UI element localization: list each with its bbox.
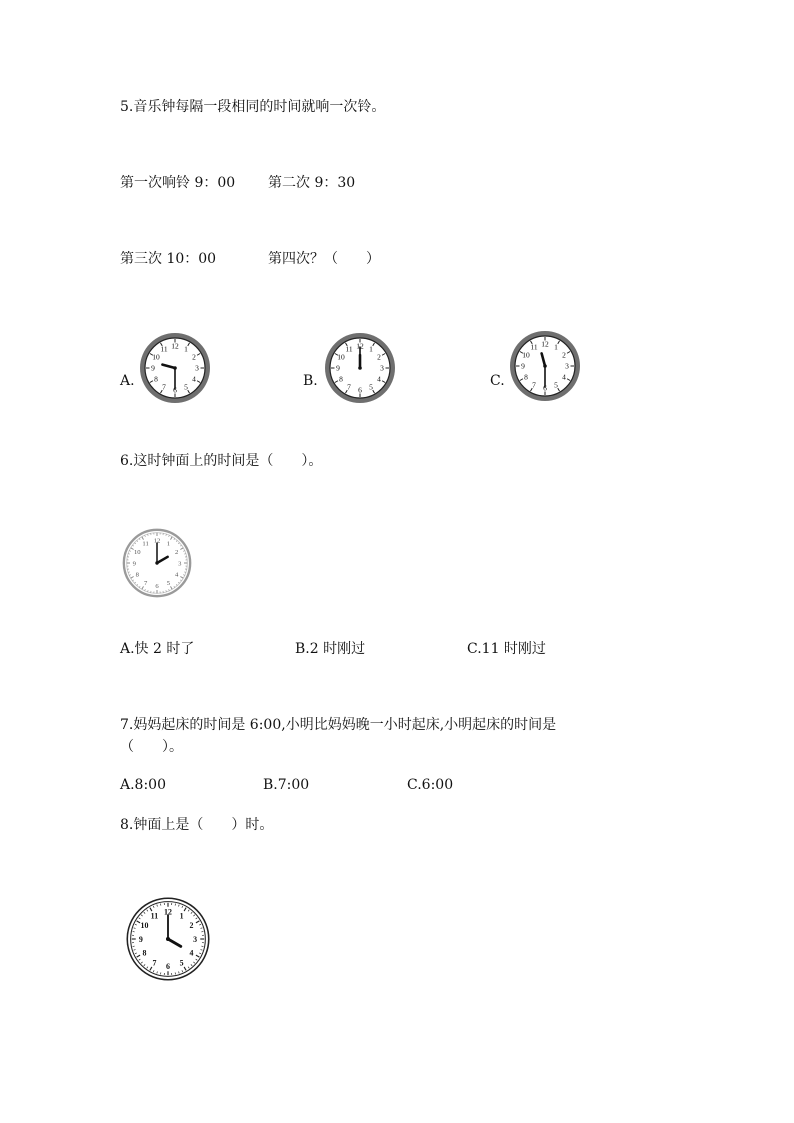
q8-stem: 8.钟面上是（ ）时。	[120, 817, 274, 833]
q6-clock-icon	[121, 527, 193, 599]
clock-numeral: 8	[524, 372, 528, 382]
clock-numeral: 11	[142, 540, 149, 548]
clock-numeral: 6	[155, 583, 159, 591]
clock-numeral: 7	[162, 382, 166, 392]
q6-option-c: C.11 时刚过	[467, 641, 546, 657]
clock-numeral: 2	[175, 548, 179, 556]
clock-numeral: 2	[192, 352, 196, 362]
clock-numeral: 3	[565, 361, 569, 371]
clock-numeral: 9	[132, 560, 136, 568]
clock-numeral: 12	[153, 537, 161, 545]
q7-stem-line2: （ ）。	[120, 739, 183, 755]
clock-numeral: 6	[543, 383, 547, 393]
clock-numeral: 5	[179, 958, 184, 968]
clock-numeral: 12	[171, 341, 179, 351]
clock-numeral: 4	[377, 374, 381, 384]
q6-stem: 6.这时钟面上的时间是（ ）。	[120, 453, 323, 469]
clock-numeral: 7	[532, 380, 536, 390]
clock-numeral: 2	[189, 921, 194, 931]
q5-ring-4: 第四次？（ ）	[268, 251, 380, 267]
q5-option-a-label: A.	[120, 373, 135, 389]
clock-numeral: 1	[554, 342, 558, 352]
clock-numeral: 5	[166, 580, 171, 588]
clock-numeral: 5	[184, 382, 188, 392]
clock-numeral: 2	[377, 352, 381, 362]
q7-stem-line1: 7.妈妈起床的时间是 6:00,小明比妈妈晚一小时起床,小明起床的时间是	[120, 717, 557, 733]
clock-numeral: 6	[173, 385, 177, 395]
q5-option-b-clock-icon	[322, 330, 398, 406]
clock-numeral: 4	[562, 372, 566, 382]
clock-numeral: 11	[345, 344, 353, 354]
clock-numeral: 9	[336, 363, 340, 373]
clock-numeral: 4	[175, 571, 179, 579]
clock-numeral: 5	[554, 380, 558, 390]
clock-numeral: 12	[541, 339, 549, 349]
clock-numeral: 1	[184, 344, 188, 354]
clock-numeral: 11	[160, 344, 168, 354]
clock-numeral: 12	[356, 341, 364, 351]
clock-numeral: 1	[179, 911, 184, 921]
q7-option-b: B.7:00	[263, 777, 310, 793]
clock-numeral: 11	[150, 911, 159, 921]
clock-numeral: 3	[380, 363, 384, 373]
q6-option-a: A.快 2 时了	[120, 641, 195, 657]
clock-numeral: 3	[193, 934, 198, 944]
clock-numeral: 10	[140, 921, 149, 931]
q5-ring-2: 第二次 9：30	[268, 175, 356, 191]
clock-numeral: 9	[138, 934, 143, 944]
clock-numeral: 1	[166, 540, 171, 548]
q5-option-b-label: B.	[303, 373, 318, 389]
clock-numeral: 9	[521, 361, 525, 371]
clock-numeral: 10	[133, 548, 141, 556]
q5-option-c-label: C.	[490, 373, 505, 389]
clock-numeral: 3	[178, 560, 182, 568]
clock-numeral: 10	[152, 352, 160, 362]
clock-numeral: 11	[530, 342, 538, 352]
clock-numeral: 5	[369, 382, 373, 392]
q7-option-a: A.8:00	[120, 777, 166, 793]
clock-numeral: 7	[143, 580, 148, 588]
q5-option-a-clock-icon	[137, 330, 213, 406]
clock-numeral: 4	[189, 948, 194, 958]
clock-numeral: 3	[195, 363, 199, 373]
q7-option-c: C.6:00	[407, 777, 454, 793]
clock-numeral: 7	[347, 382, 351, 392]
q5-stem: 5.音乐钟每隔一段相同的时间就响一次铃。	[120, 99, 386, 115]
clock-numeral: 12	[164, 907, 172, 917]
clock-numeral: 2	[562, 350, 566, 360]
clock-numeral: 8	[339, 374, 343, 384]
clock-numeral: 8	[154, 374, 158, 384]
clock-numeral: 6	[358, 385, 362, 395]
clock-numeral: 9	[151, 363, 155, 373]
clock-numeral: 6	[166, 961, 170, 971]
clock-numeral: 10	[337, 352, 345, 362]
clock-numeral: 8	[142, 948, 147, 958]
clock-numeral: 10	[522, 350, 530, 360]
q6-option-b: B.2 时刚过	[295, 641, 366, 657]
q5-ring-3: 第三次 10：00	[120, 251, 217, 267]
q8-clock-icon	[125, 896, 211, 982]
clock-numeral: 7	[152, 958, 157, 968]
clock-numeral: 1	[369, 344, 373, 354]
clock-numeral: 4	[192, 374, 196, 384]
q5-ring-1: 第一次响铃 9：00	[120, 175, 236, 191]
q5-option-c-clock-icon	[507, 328, 583, 404]
clock-numeral: 8	[135, 571, 139, 579]
